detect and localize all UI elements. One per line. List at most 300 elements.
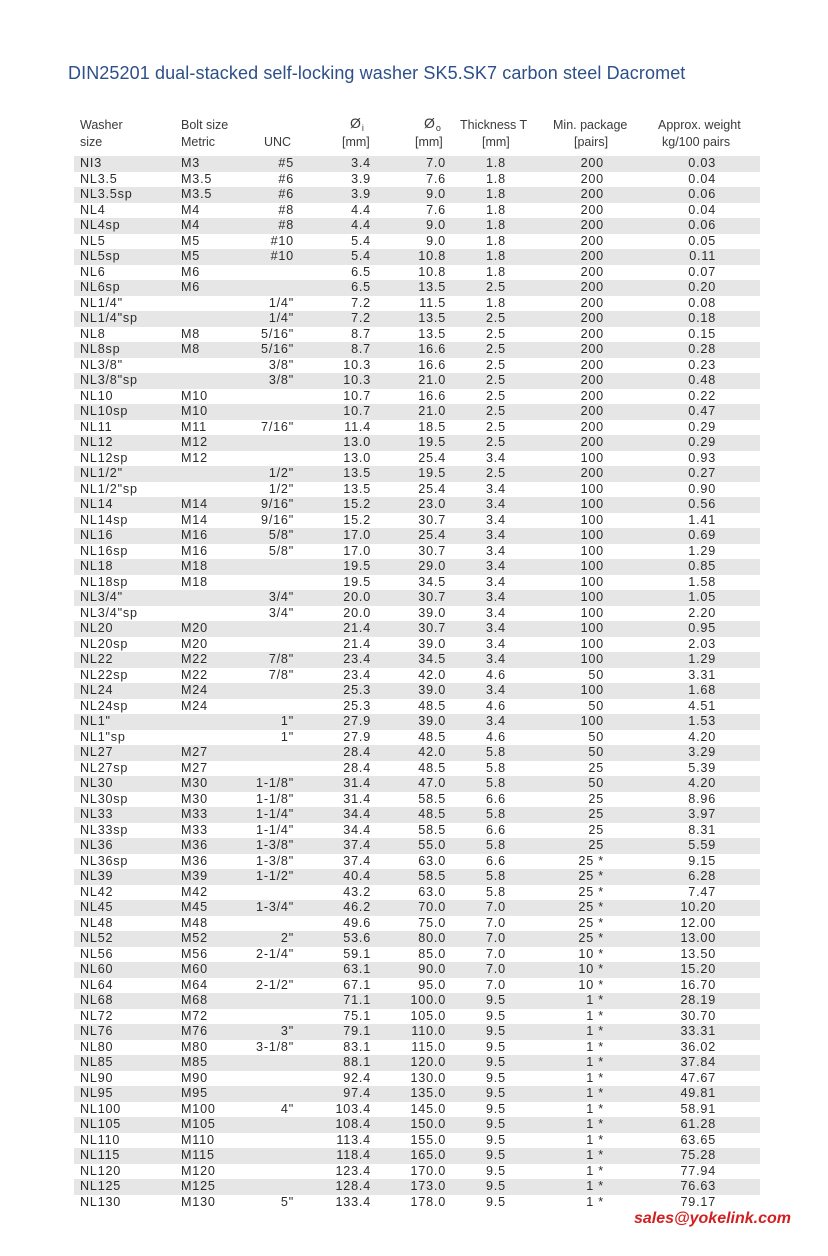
- cell-approx-weight: 0.28: [688, 342, 716, 356]
- cell-outer-diameter: 58.5: [418, 869, 446, 883]
- cell-bolt-metric: M14: [181, 497, 208, 511]
- table-row: [74, 668, 760, 684]
- cell-min-package: 100: [580, 543, 604, 558]
- cell-inner-diameter: 23.4: [343, 652, 371, 666]
- cell-approx-weight: 0.90: [688, 481, 716, 496]
- table-row: [74, 358, 760, 374]
- cell-bolt-metric: M20: [181, 636, 208, 651]
- cell-inner-diameter: 6.5: [351, 264, 371, 279]
- cell-outer-diameter: 75.0: [418, 915, 446, 930]
- cell-outer-diameter: 63.0: [418, 884, 446, 899]
- cell-inner-diameter: 23.4: [343, 667, 371, 682]
- cell-min-package: 1 *: [586, 1086, 604, 1100]
- cell-inner-diameter: 20.0: [343, 605, 371, 620]
- cell-thickness: 5.8: [486, 838, 506, 852]
- cell-approx-weight: 37.84: [680, 1055, 716, 1069]
- cell-approx-weight: 1.53: [688, 714, 716, 728]
- cell-thickness: 3.4: [486, 528, 506, 542]
- cell-bolt-unc: #8: [278, 202, 294, 217]
- header-metric: Metric: [181, 135, 216, 149]
- cell-bolt-metric: M27: [181, 745, 208, 759]
- table-row: [74, 900, 760, 916]
- cell-bolt-metric: M8: [181, 326, 201, 341]
- cell-inner-diameter: 13.0: [343, 450, 371, 465]
- table-row: [74, 1071, 760, 1087]
- cell-inner-diameter: 113.4: [336, 1132, 371, 1147]
- cell-min-package: 100: [580, 636, 604, 651]
- cell-inner-diameter: 13.0: [343, 435, 371, 449]
- cell-bolt-metric: M3.5: [181, 171, 213, 186]
- cell-min-package: 100: [580, 512, 604, 527]
- table-row: [74, 327, 760, 343]
- cell-outer-diameter: 58.5: [418, 791, 446, 806]
- cell-thickness: 9.5: [486, 1132, 506, 1147]
- cell-bolt-metric: M72: [181, 1008, 208, 1023]
- cell-min-package: 100: [580, 559, 604, 573]
- cell-min-package: 25 *: [578, 900, 604, 914]
- cell-approx-weight: 77.94: [680, 1163, 716, 1178]
- table-row: [74, 652, 760, 668]
- cell-approx-weight: 8.96: [688, 791, 716, 806]
- cell-bolt-metric: M48: [181, 915, 208, 930]
- cell-bolt-metric: M24: [181, 683, 208, 697]
- cell-approx-weight: 36.02: [680, 1039, 716, 1054]
- table-row: [74, 544, 760, 560]
- cell-washer-size: NL6: [80, 264, 106, 279]
- cell-outer-diameter: 29.0: [418, 559, 446, 573]
- cell-bolt-metric: M16: [181, 528, 208, 542]
- cell-washer-size: NL64: [80, 977, 114, 992]
- cell-inner-diameter: 40.4: [343, 869, 371, 883]
- cell-min-package: 25 *: [578, 869, 604, 883]
- cell-min-package: 1 *: [586, 1163, 604, 1178]
- cell-inner-diameter: 37.4: [343, 853, 371, 868]
- cell-outer-diameter: 7.6: [426, 202, 446, 217]
- cell-washer-size: NL85: [80, 1055, 114, 1069]
- cell-bolt-metric: M95: [181, 1086, 208, 1100]
- cell-bolt-metric: M5: [181, 249, 201, 263]
- cell-approx-weight: 1.58: [688, 574, 716, 589]
- cell-bolt-unc: 3/4": [268, 605, 294, 620]
- cell-washer-size: NL3/4": [80, 590, 123, 604]
- cell-inner-diameter: 123.4: [335, 1163, 371, 1178]
- cell-approx-weight: 0.06: [688, 187, 716, 201]
- cell-bolt-metric: M30: [181, 776, 208, 790]
- cell-thickness: 2.5: [486, 326, 506, 341]
- cell-bolt-unc: 1": [280, 714, 294, 728]
- cell-washer-size: NL1"sp: [80, 729, 126, 744]
- cell-washer-size: NL30sp: [80, 791, 129, 806]
- table-row: [74, 575, 760, 591]
- cell-min-package: 25 *: [578, 915, 604, 930]
- cell-washer-size: NL6sp: [80, 280, 121, 294]
- cell-bolt-unc: 1-1/4": [256, 807, 294, 821]
- cell-inner-diameter: 27.9: [343, 729, 371, 744]
- cell-approx-weight: 28.19: [680, 993, 716, 1007]
- cell-outer-diameter: 130.0: [410, 1070, 446, 1085]
- cell-thickness: 9.5: [486, 1024, 506, 1038]
- cell-inner-diameter: 3.9: [351, 187, 371, 201]
- cell-inner-diameter: 27.9: [343, 714, 371, 728]
- cell-inner-diameter: 31.4: [343, 791, 371, 806]
- cell-washer-size: NL4sp: [80, 218, 121, 232]
- cell-outer-diameter: 34.5: [418, 652, 446, 666]
- table-row: [74, 699, 760, 715]
- cell-outer-diameter: 165.0: [410, 1148, 446, 1162]
- cell-inner-diameter: 19.5: [343, 559, 371, 573]
- cell-washer-size: NL30: [80, 776, 114, 790]
- table-row: [74, 187, 760, 203]
- cell-washer-size: NL60: [80, 962, 114, 976]
- table-row: [74, 280, 760, 296]
- cell-bolt-unc: 1/4": [268, 295, 294, 310]
- cell-outer-diameter: 10.8: [418, 249, 446, 263]
- cell-bolt-metric: M90: [181, 1070, 208, 1085]
- cell-inner-diameter: 63.1: [343, 962, 371, 976]
- cell-outer-diameter: 13.5: [418, 311, 446, 325]
- cell-bolt-metric: M22: [181, 667, 208, 682]
- cell-bolt-metric: M16: [181, 543, 208, 558]
- cell-inner-diameter: 108.4: [335, 1117, 371, 1131]
- cell-approx-weight: 0.69: [688, 528, 716, 542]
- cell-bolt-unc: 3/8": [268, 373, 294, 387]
- cell-min-package: 1 *: [586, 1132, 604, 1147]
- cell-bolt-unc: #10: [270, 249, 294, 263]
- cell-approx-weight: 33.31: [680, 1024, 716, 1038]
- cell-approx-weight: 58.91: [680, 1101, 716, 1116]
- cell-inner-diameter: 25.3: [343, 683, 371, 697]
- cell-inner-diameter: 92.4: [343, 1070, 371, 1085]
- cell-bolt-unc: 7/8": [268, 667, 294, 682]
- cell-washer-size: NL3/4"sp: [80, 605, 138, 620]
- table-row: [74, 621, 760, 637]
- header-inner-diameter: [350, 115, 363, 131]
- cell-min-package: 100: [580, 481, 604, 496]
- table-row: [74, 931, 760, 947]
- cell-min-package: 25: [588, 822, 604, 837]
- table-row: [74, 404, 760, 420]
- cell-outer-diameter: 95.0: [418, 977, 446, 992]
- cell-outer-diameter: 25.4: [418, 450, 446, 465]
- cell-approx-weight: 49.81: [680, 1086, 716, 1100]
- cell-thickness: 2.5: [486, 435, 506, 449]
- header-inner-diameter-symbol: Ø: [350, 115, 361, 131]
- cell-thickness: 3.4: [486, 481, 506, 496]
- cell-min-package: 1 *: [586, 1117, 604, 1131]
- cell-approx-weight: 0.07: [688, 264, 716, 279]
- cell-thickness: 1.8: [486, 218, 506, 232]
- cell-thickness: 2.5: [486, 357, 506, 372]
- cell-bolt-metric: M3.5: [181, 187, 213, 201]
- cell-thickness: 2.5: [486, 466, 506, 480]
- cell-bolt-unc: 2": [280, 931, 294, 945]
- cell-inner-diameter: 133.4: [335, 1194, 371, 1209]
- header-approx-weight: Approx. weight: [658, 118, 741, 132]
- cell-outer-diameter: 48.5: [418, 698, 446, 713]
- cell-inner-diameter: 28.4: [343, 745, 371, 759]
- cell-washer-size: NL27sp: [80, 760, 129, 775]
- cell-washer-size: NL130: [80, 1194, 122, 1209]
- cell-washer-size: NL16: [80, 528, 114, 542]
- cell-approx-weight: 4.20: [688, 729, 716, 744]
- cell-washer-size: NL12: [80, 435, 114, 449]
- table-row: [74, 869, 760, 885]
- cell-bolt-unc: 9/16": [261, 512, 294, 527]
- table-row: [74, 792, 760, 808]
- cell-bolt-metric: M80: [181, 1039, 208, 1054]
- cell-bolt-unc: 5": [280, 1194, 294, 1209]
- cell-approx-weight: 76.63: [680, 1179, 716, 1193]
- cell-washer-size: NL105: [80, 1117, 122, 1131]
- cell-bolt-metric: M10: [181, 388, 208, 403]
- cell-washer-size: NL33sp: [80, 822, 129, 837]
- table-row: [74, 838, 760, 854]
- page-title: DIN25201 dual-stacked self-locking washer SK5.SK7 carbon steel Dacromet: [68, 63, 686, 83]
- cell-thickness: 1.8: [486, 249, 506, 263]
- cell-bolt-metric: M39: [181, 869, 208, 883]
- cell-washer-size: NL3.5sp: [80, 187, 133, 201]
- cell-inner-diameter: 21.4: [343, 621, 371, 635]
- cell-thickness: 9.5: [486, 1055, 506, 1069]
- table-row: [74, 683, 760, 699]
- cell-thickness: 3.4: [486, 683, 506, 697]
- cell-inner-diameter: 53.6: [343, 931, 371, 945]
- cell-outer-diameter: 9.0: [426, 218, 446, 232]
- cell-thickness: 3.4: [486, 605, 506, 620]
- cell-bolt-metric: M110: [181, 1132, 215, 1147]
- table-row: [74, 978, 760, 994]
- cell-thickness: 6.6: [486, 822, 506, 837]
- cell-outer-diameter: 63.0: [418, 853, 446, 868]
- cell-approx-weight: 3.97: [688, 807, 716, 821]
- cell-washer-size: NL1": [80, 714, 111, 728]
- cell-approx-weight: 2.20: [688, 605, 716, 620]
- cell-bolt-metric: M6: [181, 264, 201, 279]
- contact-email[interactable]: sales@yokelink.com: [633, 1210, 791, 1227]
- table-row: [74, 420, 760, 436]
- cell-inner-diameter: 59.1: [343, 946, 371, 961]
- cell-bolt-metric: M33: [181, 822, 208, 837]
- cell-thickness: 3.4: [486, 497, 506, 511]
- cell-washer-size: NL42: [80, 884, 114, 899]
- cell-approx-weight: 15.20: [680, 962, 716, 976]
- cell-thickness: 4.6: [486, 667, 506, 682]
- table-row: [74, 482, 760, 498]
- cell-thickness: 5.8: [486, 745, 506, 759]
- table-row: [74, 962, 760, 978]
- cell-thickness: 7.0: [486, 915, 506, 930]
- cell-washer-size: NL22: [80, 652, 114, 666]
- cell-outer-diameter: 120.0: [410, 1055, 446, 1069]
- header-approx-weight-unit: kg/100 pairs: [662, 135, 731, 149]
- cell-min-package: 100: [580, 590, 604, 604]
- cell-inner-diameter: 71.1: [343, 993, 371, 1007]
- cell-bolt-unc: 3-1/8": [256, 1039, 294, 1054]
- cell-inner-diameter: 97.4: [343, 1086, 371, 1100]
- cell-outer-diameter: 70.0: [418, 900, 446, 914]
- cell-outer-diameter: 9.0: [426, 233, 446, 248]
- cell-bolt-unc: 1-3/4": [256, 900, 294, 914]
- cell-bolt-metric: M33: [181, 807, 208, 821]
- cell-min-package: 50: [588, 776, 604, 790]
- cell-inner-diameter: 7.2: [351, 295, 371, 310]
- cell-thickness: 1.8: [486, 264, 506, 279]
- table-row: [74, 1086, 760, 1102]
- cell-thickness: 3.4: [486, 543, 506, 558]
- cell-bolt-unc: 2-1/2": [256, 977, 294, 992]
- cell-min-package: 100: [580, 574, 604, 589]
- cell-outer-diameter: 39.0: [418, 636, 446, 651]
- cell-washer-size: NL12sp: [80, 450, 129, 465]
- cell-inner-diameter: 88.1: [343, 1055, 371, 1069]
- table-row: [74, 1164, 760, 1180]
- cell-inner-diameter: 83.1: [343, 1039, 371, 1054]
- cell-outer-diameter: 48.5: [418, 760, 446, 775]
- cell-inner-diameter: 67.1: [343, 977, 371, 992]
- cell-outer-diameter: 173.0: [410, 1179, 446, 1193]
- cell-min-package: 200: [580, 233, 604, 248]
- cell-min-package: 100: [580, 605, 604, 620]
- cell-approx-weight: 0.48: [688, 373, 716, 387]
- table-row: [74, 590, 760, 606]
- cell-approx-weight: 0.23: [688, 357, 716, 372]
- cell-bolt-unc: #6: [278, 171, 294, 186]
- cell-bolt-unc: 7/8": [268, 652, 294, 666]
- table-row: [74, 714, 760, 730]
- cell-bolt-unc: 1-3/8": [256, 838, 294, 852]
- cell-washer-size: NL48: [80, 915, 114, 930]
- table-row: [74, 311, 760, 327]
- cell-approx-weight: 12.00: [680, 915, 716, 930]
- cell-washer-size: NL68: [80, 993, 114, 1007]
- cell-bolt-metric: M4: [181, 218, 201, 232]
- table-row: [74, 1055, 760, 1071]
- cell-approx-weight: 0.29: [688, 419, 716, 434]
- cell-inner-diameter: 19.5: [343, 574, 371, 589]
- cell-min-package: 100: [580, 652, 604, 666]
- cell-outer-diameter: 39.0: [418, 714, 446, 728]
- table-row: [74, 1195, 760, 1211]
- table-row: [74, 296, 760, 312]
- cell-washer-size: NI3: [80, 156, 102, 170]
- cell-thickness: 7.0: [486, 931, 506, 945]
- cell-outer-diameter: 150.0: [410, 1117, 446, 1131]
- cell-outer-diameter: 30.7: [418, 621, 446, 635]
- cell-bolt-unc: #8: [278, 218, 294, 232]
- cell-thickness: 5.8: [486, 776, 506, 790]
- table-row: [74, 1040, 760, 1056]
- cell-min-package: 200: [580, 295, 604, 310]
- cell-min-package: 1 *: [586, 1101, 604, 1116]
- cell-outer-diameter: 23.0: [418, 497, 446, 511]
- table-header: [74, 115, 760, 156]
- cell-thickness: 3.4: [486, 714, 506, 728]
- cell-outer-diameter: 10.8: [418, 264, 446, 279]
- cell-approx-weight: 0.20: [688, 280, 716, 294]
- cell-inner-diameter: 75.1: [343, 1008, 371, 1023]
- table-row: [74, 513, 760, 529]
- cell-outer-diameter: 19.5: [418, 435, 446, 449]
- cell-inner-diameter: 7.2: [351, 311, 371, 325]
- cell-approx-weight: 0.18: [688, 311, 716, 325]
- table-row: [74, 1024, 760, 1040]
- cell-thickness: 3.4: [486, 512, 506, 527]
- cell-outer-diameter: 19.5: [418, 466, 446, 480]
- table-row: [74, 497, 760, 513]
- table-row: [74, 1179, 760, 1195]
- cell-min-package: 1 *: [586, 993, 604, 1007]
- cell-thickness: 9.5: [486, 993, 506, 1007]
- cell-outer-diameter: 21.0: [418, 404, 446, 418]
- cell-bolt-unc: 5/8": [268, 528, 294, 542]
- cell-washer-size: NL39: [80, 869, 114, 883]
- cell-thickness: 1.8: [486, 202, 506, 217]
- cell-inner-diameter: 79.1: [343, 1024, 371, 1038]
- cell-washer-size: NL45: [80, 900, 114, 914]
- cell-inner-diameter: 34.4: [343, 807, 371, 821]
- cell-min-package: 1 *: [586, 1024, 604, 1038]
- cell-bolt-metric: M36: [181, 853, 208, 868]
- table-row: [74, 807, 760, 823]
- cell-bolt-unc: 1/2": [268, 466, 294, 480]
- cell-inner-diameter: 37.4: [343, 838, 371, 852]
- table-row: [74, 435, 760, 451]
- cell-outer-diameter: 25.4: [418, 481, 446, 496]
- cell-washer-size: NL56: [80, 946, 114, 961]
- cell-bolt-metric: M76: [181, 1024, 208, 1038]
- cell-outer-diameter: 105.0: [410, 1008, 446, 1023]
- table-row: [74, 466, 760, 482]
- cell-outer-diameter: 7.0: [426, 156, 446, 170]
- cell-washer-size: NL36: [80, 838, 114, 852]
- cell-min-package: 200: [580, 342, 604, 356]
- cell-inner-diameter: 15.2: [343, 512, 371, 527]
- cell-inner-diameter: 20.0: [343, 590, 371, 604]
- cell-bolt-metric: M130: [181, 1194, 216, 1209]
- cell-inner-diameter: 49.6: [343, 915, 371, 930]
- table-row: [74, 528, 760, 544]
- header-bolt-size: Bolt size: [181, 118, 229, 132]
- cell-bolt-metric: M12: [181, 435, 208, 449]
- cell-bolt-metric: M100: [181, 1101, 216, 1116]
- cell-bolt-unc: 1": [280, 729, 294, 744]
- cell-thickness: 9.5: [486, 1148, 506, 1162]
- cell-outer-diameter: 115.0: [411, 1039, 446, 1054]
- cell-bolt-unc: 5/16": [261, 342, 294, 356]
- cell-approx-weight: 13.00: [680, 931, 716, 945]
- cell-bolt-metric: M11: [181, 419, 207, 434]
- cell-thickness: 4.6: [486, 698, 506, 713]
- cell-thickness: 3.4: [486, 652, 506, 666]
- cell-bolt-unc: 1-1/2": [256, 869, 294, 883]
- cell-outer-diameter: 42.0: [418, 745, 446, 759]
- cell-outer-diameter: 47.0: [418, 776, 446, 790]
- cell-bolt-metric: M27: [181, 760, 208, 775]
- cell-approx-weight: 30.70: [680, 1008, 716, 1023]
- cell-washer-size: NL8sp: [80, 342, 121, 356]
- cell-min-package: 10 *: [578, 962, 604, 976]
- cell-approx-weight: 0.15: [688, 326, 716, 341]
- cell-bolt-unc: 7/16": [261, 419, 294, 434]
- cell-min-package: 200: [580, 419, 604, 434]
- cell-bolt-unc: 1-3/8": [256, 853, 294, 868]
- cell-min-package: 25: [588, 807, 604, 821]
- cell-min-package: 50: [588, 667, 604, 682]
- cell-min-package: 100: [580, 497, 604, 511]
- cell-washer-size: NL8: [80, 326, 106, 341]
- cell-bolt-unc: 9/16": [261, 497, 294, 511]
- cell-inner-diameter: 10.3: [343, 357, 371, 372]
